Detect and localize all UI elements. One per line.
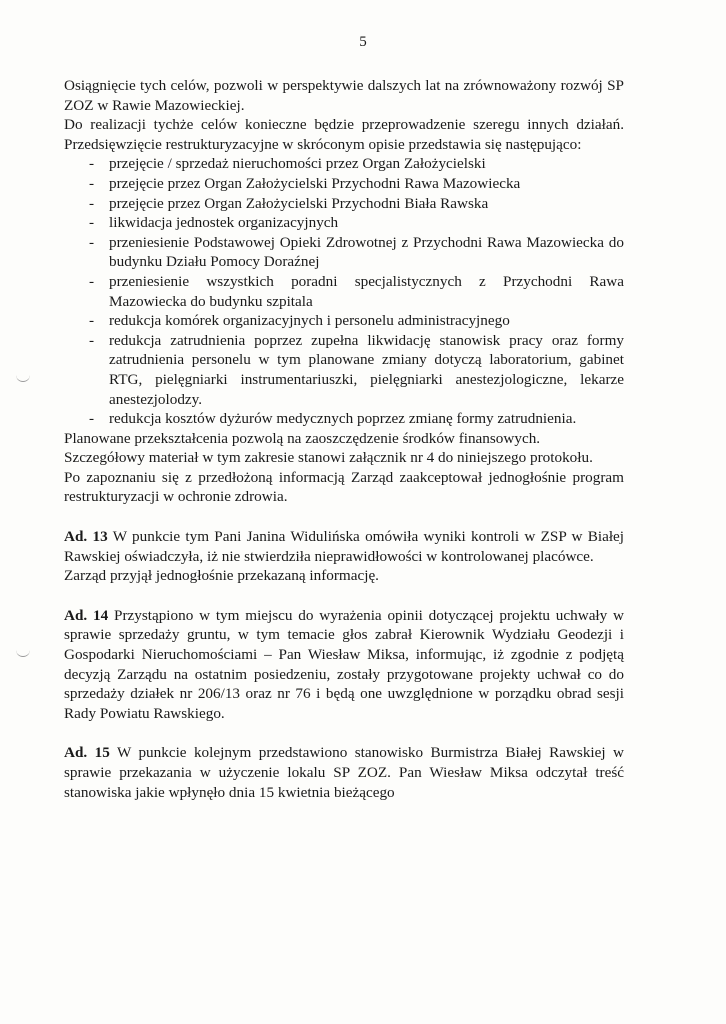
ad15-section <box>64 743 624 802</box>
ad14-section <box>64 606 624 724</box>
ad15-label: Ad. 15 <box>64 744 110 762</box>
list-item: - przejęcie przez Organ Założycielski Przychodni Biała Rawska <box>64 194 624 214</box>
list-item: - redukcja komórek organizacyjnych i personelu administracyjnego <box>64 311 624 331</box>
list-item: - przeniesienie wszystkich poradni specjalistycznych z Przychodni Rawa Mazowiecka do budynku szpitala <box>64 272 624 311</box>
outro-paragraph: Po zapoznaniu się z przedłożoną informacją Zarząd zaakceptował jednogłośnie program restrukturyzacji w ochronie zdrowia. <box>64 468 624 506</box>
list-item: - przejęcie / sprzedaż nieruchomości przez Organ Założycielski <box>64 154 624 174</box>
ad14-text: Przystąpiono w tym miejscu do wyrażenia opinii dotyczącej projektu uchwały w sprawie sprzedaży gruntu, w tym temacie głos zabrał Kierownik Wydziału Geodezji i Gospodarki Nieruchomościami – Pan Wiesław Miksa, informując, iż zgodnie z podjętą decyzją Zarządu na ostatnim posiedzeniu, zostały przygotowane projekty uchwał co do sprzedaży działek nr 206/13 oraz nr 76 i będą one uwzględnione w porządku obrad sesji Rady Powiatu Rawskiego. <box>64 606 625 722</box>
list-item: - redukcja zatrudnienia poprzez zupełna likwidację stanowisk pracy oraz formy zatrudnienia personelu w tym planowane zmiany dotyczą laboratorium, gabinet RTG, pielęgniarki instrumentariuszki, pielęgniarki anestezjologiczne, lekarze anestezjolodzy. <box>64 331 624 409</box>
intro-paragraph: Do realizacji tychże celów konieczne będzie przeprowadzenie szeregu innych działań. Przedsięwzięcie restrukturyzacyjne w skróconym opisie przedstawia się następująco: <box>64 116 624 153</box>
ad13-text: W punkcie tym Pani Janina Widulińska omówiła wyniki kontroli w ZSP w Białej Rawskiej oświadczyła, iż nie stwierdziła nieprawidłowości w kontrolowanej placówce. <box>64 528 624 565</box>
punch-hole-mark <box>16 375 30 382</box>
list-item: - likwidacja jednostek organizacyjnych <box>64 213 624 233</box>
ad14-label: Ad. 14 <box>64 606 109 624</box>
list-item: - redukcja kosztów dyżurów medycznych poprzez zmianę formy zatrudnienia. <box>64 409 624 429</box>
ad13-label: Ad. 13 <box>64 528 108 546</box>
outro-paragraph: Planowane przekształcenia pozwolą na zaoszczędzenie środków finansowych. <box>64 429 541 447</box>
list-item: - przeniesienie Podstawowej Opieki Zdrowotnej z Przychodni Rawa Mazowiecka do budynku Działu Pomocy Doraźnej <box>64 233 624 272</box>
restructuring-list <box>64 154 624 428</box>
ad13-conclusion: Zarząd przyjął jednogłośnie przekazaną informację. <box>64 567 379 585</box>
ad15-text: W punkcie kolejnym przedstawiono stanowisko Burmistrza Białej Rawskiej w sprawie przekazania w użyczenie lokalu SP ZOZ. Pan Wiesław Miksa odczytał treść stanowiska jakie wpłynęło dnia 15 kwietnia bieżącego <box>64 744 624 801</box>
outro-paragraph: Szczegółowy materiał w tym zakresie stanowi załącznik nr 4 do niniejszego protokołu. <box>64 449 593 467</box>
document-body <box>64 76 624 802</box>
page-number: 5 <box>359 34 367 50</box>
ad13-section <box>64 527 624 566</box>
punch-hole-mark <box>16 650 30 657</box>
intro-paragraph: Osiągnięcie tych celów, pozwoli w perspektywie dalszych lat na zrównoważony rozwój SP ZOZ w Rawie Mazowieckiej. <box>64 77 624 114</box>
list-item: - przejęcie przez Organ Założycielski Przychodni Rawa Mazowiecka <box>64 174 624 194</box>
